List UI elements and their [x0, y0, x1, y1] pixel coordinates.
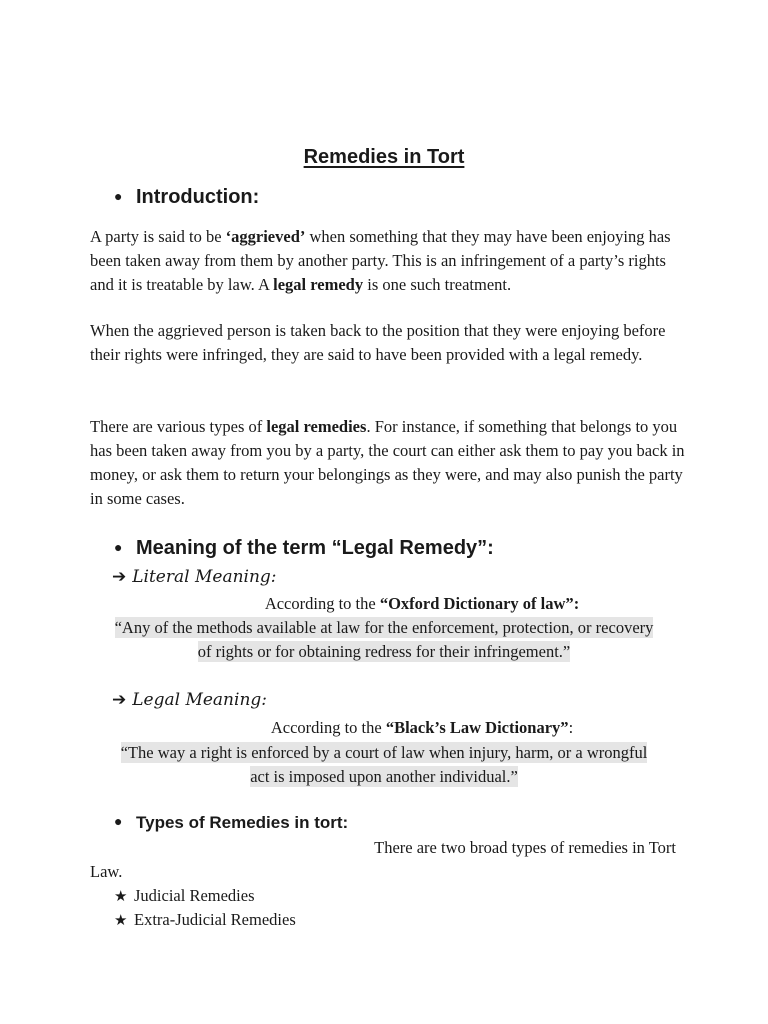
- legal-source-line: [38, 716, 768, 740]
- types-text-line-2: Law.: [90, 862, 123, 881]
- text-run: :: [573, 594, 580, 613]
- legal-meaning-label: [112, 690, 267, 710]
- source-name: “Black’s Law Dictionary”: [385, 718, 569, 737]
- list-item-text: Extra-Judicial Remedies: [134, 910, 296, 929]
- quote-line: act is imposed upon another individual.”: [250, 767, 518, 786]
- text-run: :: [568, 718, 574, 737]
- text-run: . For instance, if something that belongs to you has been taken away from you by a party, the court can either ask them to pay you back in money, or ask them to return your belongings as they were, and may also punish the party in some cases.: [90, 417, 685, 508]
- star-icon: ★: [114, 887, 128, 905]
- heading-text: Meaning of the term “Legal Remedy”:: [136, 537, 494, 559]
- intro-paragraph-2: When the aggrieved person is taken back to the position that they were enjoying before their rights were infringed, they are said to have been provided with a legal remedy.: [90, 321, 666, 364]
- source-name: “Oxford Dictionary of law”: [379, 594, 574, 613]
- bullet-icon: ●: [114, 539, 123, 555]
- bullet-icon: ●: [114, 813, 123, 829]
- literal-quote: [90, 616, 678, 664]
- list-item: [114, 884, 255, 908]
- section-heading-types: [114, 813, 348, 833]
- intro-paragraph-1: [90, 225, 690, 297]
- text-run: There are various types of: [90, 417, 267, 436]
- label-text: Literal Meaning:: [132, 567, 277, 587]
- quote-line: “Any of the methods available at law for the enforcement, protection, or recovery: [114, 618, 654, 637]
- text-run: According to the: [264, 594, 380, 613]
- types-text-line-1: There are two broad types of remedies in Tort: [374, 838, 676, 857]
- bullet-icon: ●: [114, 188, 123, 204]
- section-heading-introduction: [114, 186, 259, 209]
- text-run: A party is said to be: [90, 227, 226, 246]
- heading-text: Types of Remedies in tort:: [136, 813, 349, 832]
- quote-line: “The way a right is enforced by a court of law when injury, harm, or a wrongful: [120, 743, 648, 762]
- heading-text: Introduction:: [136, 186, 260, 208]
- arrow-icon: ➔: [112, 567, 127, 587]
- list-item: [114, 908, 296, 932]
- legal-quote: [90, 741, 678, 789]
- bold-term: ‘aggrieved’: [225, 227, 306, 246]
- bold-term: legal remedies: [266, 417, 367, 436]
- arrow-icon: ➔: [112, 690, 127, 710]
- document-title: Remedies in Tort: [303, 146, 465, 168]
- star-icon: ★: [114, 911, 128, 929]
- text-run: is one such treatment.: [363, 275, 512, 294]
- text-run: when something that they may have been enjoying has been taken away from them by another party. This is an infringement of a party’s rights and it is treatable by law. A: [90, 227, 671, 294]
- bold-term: legal remedy: [273, 275, 364, 294]
- list-item-text: Judicial Remedies: [134, 886, 255, 905]
- literal-meaning-label: [112, 567, 277, 587]
- intro-paragraph-3: [90, 415, 690, 511]
- text-run: According to the: [270, 718, 386, 737]
- quote-line: of rights or for obtaining redress for their infringement.”: [197, 642, 571, 661]
- label-text: Legal Meaning:: [132, 690, 268, 710]
- section-heading-meaning: [114, 537, 494, 560]
- literal-source-line: [38, 592, 768, 616]
